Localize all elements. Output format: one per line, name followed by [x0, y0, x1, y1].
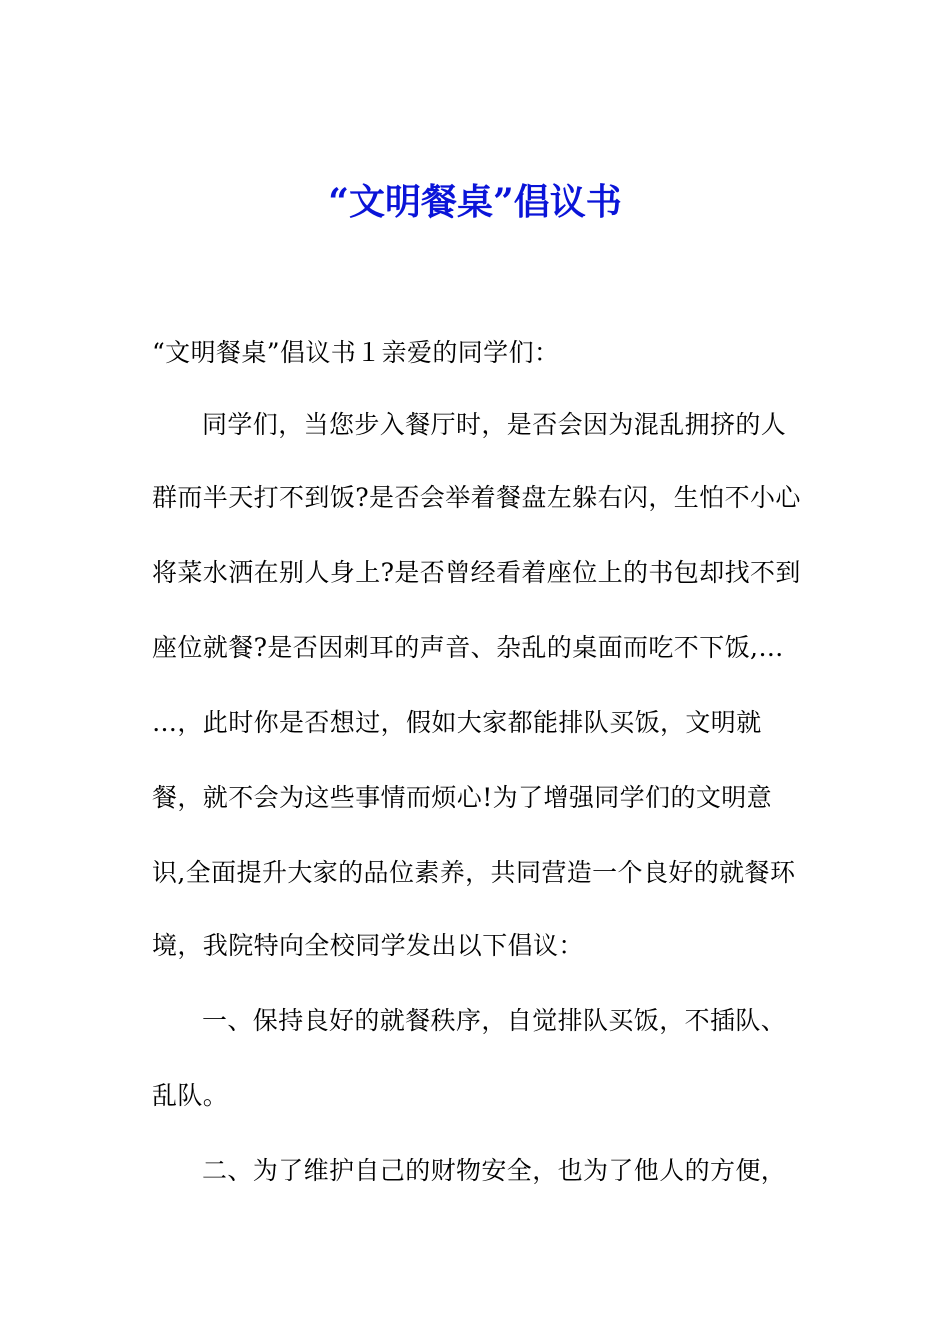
body-line: 识,全面提升大家的品位素养，共同营造一个良好的就餐环: [152, 858, 796, 887]
document-title: “文明餐桌”倡议书: [328, 181, 622, 223]
body-line: 群而半天打不到饭?是否会举着餐盘左躲右闪，生怕不小心: [152, 483, 801, 512]
body-line: 境，我院特向全校同学发出以下倡议：: [152, 931, 584, 960]
proposal-item-1-line: 乱队。: [152, 1081, 229, 1110]
body-line: 餐，就不会为这些事情而烦心!为了增强同学们的文明意: [152, 783, 773, 812]
body-line: 座位就餐?是否因刺耳的声音、杂乱的桌面而吃不下饭,…: [152, 633, 784, 662]
body-line: 将菜水洒在别人身上?是否曾经看着座位上的书包却找不到: [152, 558, 801, 587]
greeting-line: “文明餐桌”倡议书１亲爱的同学们：: [152, 338, 560, 367]
proposal-item-1-line: 一、保持良好的就餐秩序，自觉排队买饭，不插队、: [202, 1006, 787, 1035]
body-line: 同学们，当您步入餐厅时，是否会因为混乱拥挤的人: [202, 410, 787, 439]
proposal-item-2-line: 二、为了维护自己的财物安全，也为了他人的方便，: [202, 1156, 787, 1185]
body-line: …，此时你是否想过，假如大家都能排队买饭，文明就: [152, 708, 762, 737]
